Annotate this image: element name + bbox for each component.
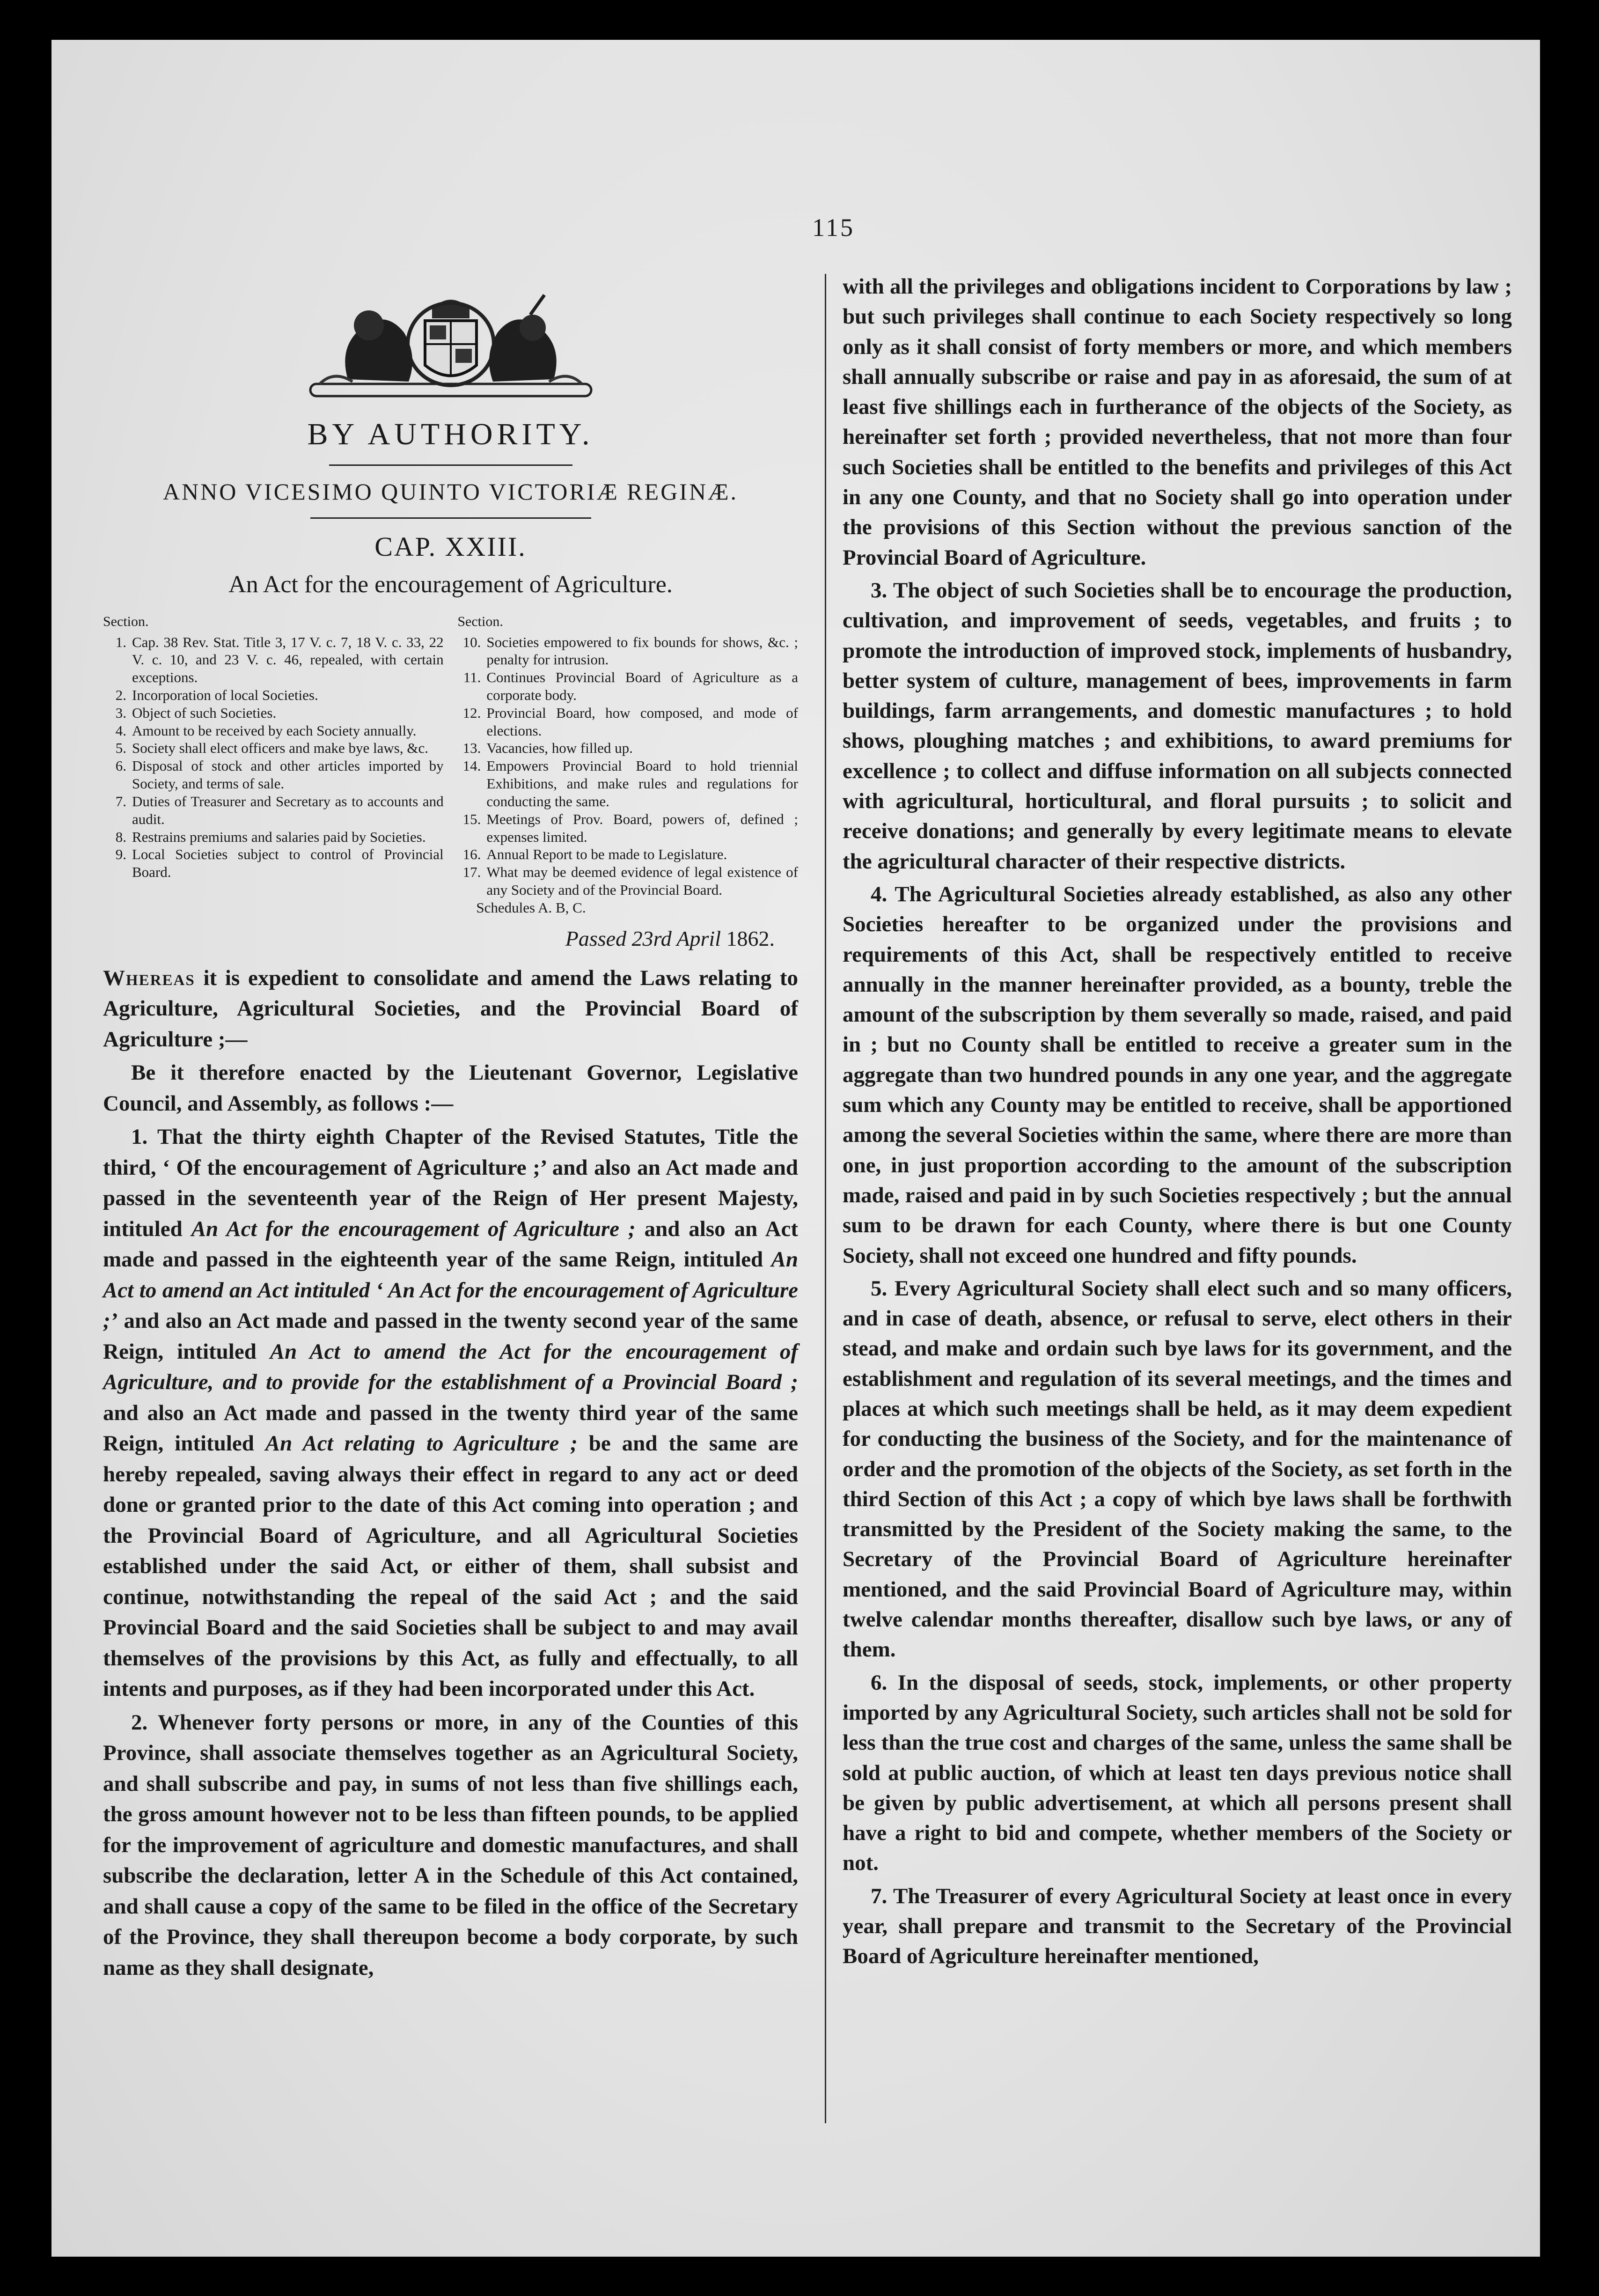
section-entry: 14. Empowers Provincial Board to hold triennial Exhibitions, and make rules and regulations for conducting the same.: [462, 758, 798, 809]
section-entry: 16. Annual Report to be made to Legislature.: [462, 846, 727, 863]
section-entry: 3. Object of such Societies.: [115, 704, 277, 721]
section-entry: 17. What may be deemed evidence of legal existence of any Society and of the Provincial Board.: [462, 864, 798, 898]
act-title: An Act for the encouragement of Agriculture.: [228, 571, 673, 598]
royal-coat-of-arms-icon: [292, 290, 610, 407]
section-entry: 5. Society shall elect officers and make bye laws, &c.: [115, 740, 428, 757]
passed-date: Passed 23rd April 1862.: [565, 926, 775, 950]
by-authority-heading: BY AUTHORITY.: [307, 417, 594, 451]
section-index-right: [457, 613, 798, 917]
section-entry: 9. Local Societies subject to control of Provincial Board.: [115, 846, 444, 881]
section-entry: 6. Disposal of stock and other articles imported by Society, and terms of sale.: [115, 758, 444, 792]
column-divider: [825, 274, 826, 2123]
section-entry: 11. Continues Provincial Board of Agriculture as a corporate body.: [463, 669, 798, 704]
heading-rule: [329, 464, 572, 466]
section-3: 3. The object of such Societies shall be to encourage the production, cultivation, and improvement of seeds, vegetables, and fruits ; to promote the introduction of improved stock, implements of husbandry, better system of culture, management of bees, improvements in farm buildings, farm arrangements, and domestic manufactures ; to hold shows, ploughing matches ; and exhibitions, to award premiums for excellence ; to collect and diffuse information on all subjects connected with agricultural, horticultural, and floral pursuits ; to solicit and receive donations; and generally by every legitimate means to elevate the agricultural character of their respective districts.: [843, 578, 1512, 874]
section-index-left: [103, 613, 444, 917]
section-entry: 13. Vacancies, how filled up.: [462, 740, 633, 757]
page-number: 115: [812, 213, 855, 242]
section-1: 1. That the thirty eighth Chapter of the Revised Statutes, Title the third, ‘ Of the encouragement of Agriculture ;’ and also an Act made and passed in the seventeenth year of the Reign of Her present Majesty, intituled An Act for the encouragement of Agriculture ; and also an Act made and passed in the eighteenth year of the same Reign, intituled An Act to amend an Act intituled ‘ An Act for the encouragement of Agriculture ;’ and also an Act made and passed in the twenty second year of the same Reign, intituled An Act to amend the Act for the encouragement of Agriculture, and to provide for the establishment of a Provincial Board ; and also an Act made and passed in the twenty third year of the same Reign, intituled An Act relating to Agriculture ; be and the same are hereby repealed, saving always their effect in regard to any act or deed done or granted prior to the date of this Act coming into operation ; and the Provincial Board of Agriculture, and all Agricultural Societies established under the said Act, or either of them, shall subsist and continue, notwithstanding the repeal of the said Act ; and the said Provincial Board and the said Societies shall be subject to and may avail themselves of the provisions by this Act, as fully and effectually, to all intents and purposes, as if they had been incorporated under this Act.: [103, 1125, 798, 1701]
section-4: 4. The Agricultural Societies already established, as also any other Societies hereafter to be organized under the provisions and requirements of this Act, shall be respectively entitled to receive annually in the manner hereinafter provided, as a bounty, treble the amount of the subscription by them severally so made, raised, and paid in ; but no County shall be entitled to receive a greater sum in the aggregate than two hundred pounds in any one year, and the aggregate sum which any County may be entitled to receive, shall be apportioned among the several Societies within the same, where there are more than one, in just proportion according to the amount of the subscription made, raised and paid in by such Societies respectively ; but the annual sum to be drawn for each County, where there is but one County Society, shall not exceed one hundred and fifty pounds.: [843, 882, 1512, 1268]
section-entry: 7. Duties of Treasurer and Secretary as to accounts and audit.: [115, 793, 444, 827]
regnal-year: ANNO VICESIMO QUINTO VICTORIÆ REGINÆ.: [162, 478, 739, 505]
section-index: [103, 613, 798, 917]
left-column: [103, 272, 798, 1983]
enacting-clause: Be it therefore enacted by the Lieutenant Governor, Legislative Council, and Assembly, as follows :—: [103, 1060, 798, 1116]
section-entry: 8. Restrains premiums and salaries paid by Societies.: [115, 828, 426, 845]
regnal-rule: [310, 517, 591, 519]
section-entry: 10. Societies empowered to fix bounds for shows, &c. ; penalty for intrusion.: [462, 633, 798, 668]
document-page: [51, 40, 1540, 2257]
section-entry: 2. Incorporation of local Societies.: [115, 687, 318, 704]
section-index-heading: Section.: [457, 614, 503, 629]
preamble: Whereas it is expedient to consolidate and amend the Laws relating to Agriculture, Agricultural Societies, and the Provincial Board of Agriculture ;—: [103, 965, 798, 1052]
section-2-continued: with all the privileges and obligations incident to Corporations by law ; but such privileges shall continue to each Society respectively so long only as it shall consist of forty members or more, and which members shall annually subscribe or raise and pay in as aforesaid, the sum of at least five shillings each in furtherance of the objects of the Society, as hereinafter set forth ; provided nevertheless, that not more than four such Societies shall be entitled to the benefits and privileges of this Act in any one County, and that no Society shall go into operation under the provisions of this Section without the previous sanction of the Provincial Board of Agriculture.: [843, 274, 1512, 570]
right-column: [843, 272, 1512, 1972]
schedules-note: Schedules A. B, C.: [476, 899, 586, 916]
section-entry: 4. Amount to be received by each Society annually.: [115, 722, 417, 739]
chapter-number: CAP. XXIII.: [374, 531, 527, 562]
section-entry: 12. Provincial Board, how composed, and mode of elections.: [462, 704, 798, 739]
section-5: 5. Every Agricultural Society shall elect such and so many officers, and in case of death, absence, or refusal to serve, elect others in their stead, and make and ordain such bye laws for its government, and the establishment and regulation of its several meetings, and the times and places at which such meetings shall be held, as it may deem expedient for conducting the business of the Society, and for the maintenance of order and the promotion of the objects of the Society, as set forth in the third Section of this Act ; a copy of which bye laws shall be forthwith transmitted by the President of the Society making the same, to the Secretary of the Provincial Board of Agriculture hereinafter mentioned, and the said Provincial Board of Agriculture may, within twelve calendar months thereafter, disallow such bye laws, or any of them.: [843, 1276, 1512, 1662]
section-entry: 15. Meetings of Prov. Board, powers of, defined ; expenses limited.: [462, 810, 798, 845]
section-2: 2. Whenever forty persons or more, in any of the Counties of this Province, shall associate themselves together as an Agricultural Society, and shall subscribe and pay, in sums of not less than five shillings each, the gross amount however not to be less than fifteen pounds, to be applied for the improvement of agriculture and domestic manufactures, and shall subscribe the declaration, letter A in the Schedule of this Act contained, and shall cause a copy of the same to be filed in the office of the Secretary of the Province, they shall thereupon become a body corporate, by such name as they shall designate,: [103, 1710, 798, 1980]
section-index-heading: Section.: [103, 614, 149, 629]
section-6: 6. In the disposal of seeds, stock, implements, or other property imported by any Agricultural Society, such articles shall not be sold for less than the true cost and charges of the same, unless the same shall be sold at public auction, of which at least ten days previous notice shall be given by public advertisement, at which all persons present shall have a right to bid and compete, whether members of the Society or not.: [843, 1670, 1512, 1876]
section-7: 7. The Treasurer of every Agricultural Society at least once in every year, shall prepare and transmit to the Secretary of the Provincial Board of Agriculture hereinafter mentioned,: [843, 1884, 1512, 1969]
section-entry: 1. Cap. 38 Rev. Stat. Title 3, 17 V. c. 7, 18 V. c. 33, 22 V. c. 10, and 23 V. c. 46, repealed, with certain exceptions.: [115, 633, 444, 686]
